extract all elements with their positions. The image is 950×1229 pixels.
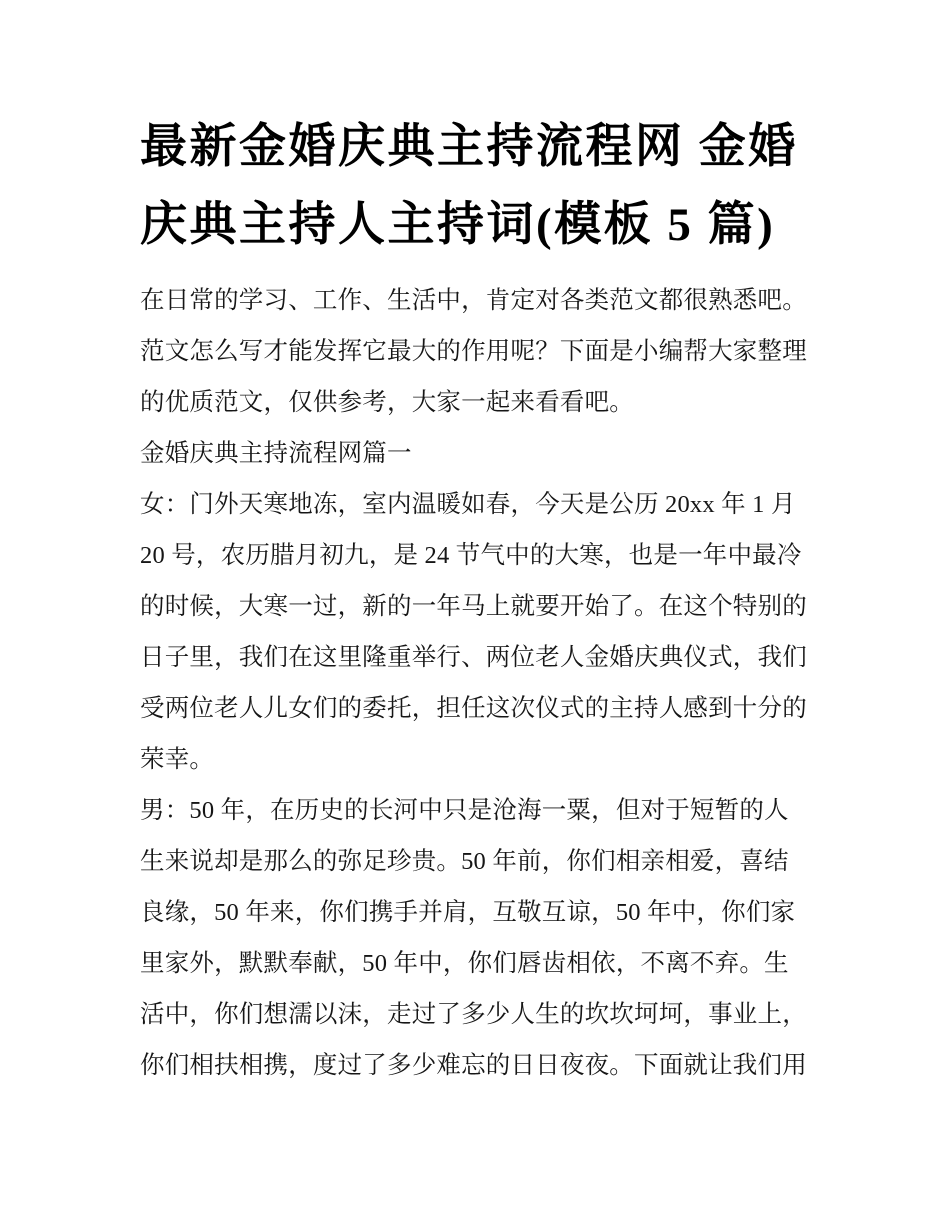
body-text-line: 的时候，大寒一过，新的一年马上就要开始了。在这个特别的 [140,593,807,620]
body-text-line: 金婚庆典主持流程网篇一 [140,440,412,467]
body-text-line: 生来说却是那么的弥足珍贵。50 年前，你们相亲相爱，喜结 [140,848,789,875]
document-title-line-2: 庆典主持人主持词(模板 5 篇) [140,199,776,251]
body-text-line: 的优质范文，仅供参考，大家一起来看看吧。 [140,389,634,416]
body-text-line: 女：门外天寒地冻，室内温暖如春，今天是公历 20xx 年 1 月 [140,491,796,518]
body-text-line: 你们相扶相携，度过了多少难忘的日日夜夜。下面就让我们用 [140,1052,807,1079]
document-body [140,275,820,1091]
body-text-line: 20 号，农历腊月初九，是 24 节气中的大寒，也是一年中最冷 [140,542,802,569]
body-text-line: 良缘，50 年来，你们携手并肩，互敬互谅，50 年中，你们家 [140,899,796,926]
body-text-line: 范文怎么写才能发挥它最大的作用呢？下面是小编帮大家整理 [140,338,807,365]
document-title-line-1: 最新金婚庆典主持流程网 金婚 [140,121,798,173]
document-title [140,108,830,264]
body-text-line: 男：50 年，在历史的长河中只是沧海一粟，但对于短暂的人 [140,797,789,824]
body-text-line: 日子里，我们在这里隆重举行、两位老人金婚庆典仪式，我们 [140,644,807,671]
body-text-line: 受两位老人儿女们的委托，担任这次仪式的主持人感到十分的 [140,695,807,722]
body-text-line: 在日常的学习、工作、生活中，肯定对各类范文都很熟悉吧。 [140,287,807,314]
body-text-line: 活中，你们想濡以沫，走过了多少人生的坎坎坷坷，事业上， [140,1001,807,1028]
body-text-line: 荣幸。 [140,746,215,773]
body-text-line: 里家外，默默奉献，50 年中，你们唇齿相依，不离不弃。生 [140,950,789,977]
